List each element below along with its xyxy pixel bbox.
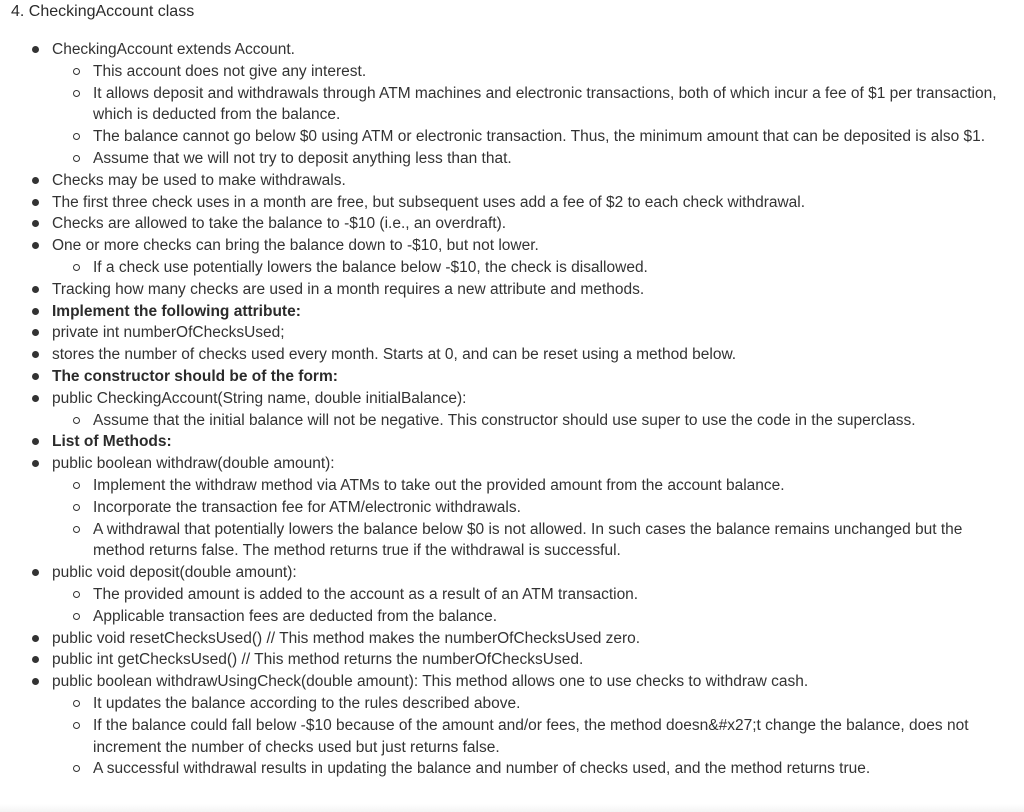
list-item-text: A successful withdrawal results in updating the balance and number of checks used, and the method returns true. xyxy=(93,760,871,778)
list-item-text: A withdrawal that potentially lowers the balance below $0 is not allowed. In such cases the balance remains unchanged but the method returns false. The method returns true if the withdrawal is successful. xyxy=(93,520,963,560)
disc-bullet-icon xyxy=(32,308,39,315)
disc-bullet-icon xyxy=(32,242,39,249)
circle-bullet-icon xyxy=(73,504,80,511)
list-item-text: Implement the following attribute: xyxy=(52,302,301,320)
disc-bullet-icon xyxy=(32,373,39,380)
list-item-text: public boolean withdrawUsingCheck(double amount): This method allows one to use checks to withdraw cash. xyxy=(52,673,809,691)
list-item-text: It allows deposit and withdrawals through ATM machines and electronic transactions, both of which incur a fee of $1 per transaction, which is deducted from the balance. xyxy=(93,84,997,124)
sub-list-item xyxy=(0,126,1003,148)
circle-bullet-icon xyxy=(73,482,80,489)
disc-bullet-icon xyxy=(32,460,39,467)
circle-bullet-icon xyxy=(73,68,80,75)
circle-bullet-icon xyxy=(73,417,80,424)
list-item-text: Applicable transaction fees are deducted from the balance. xyxy=(93,607,498,625)
sub-list-item xyxy=(0,475,1003,497)
list-item xyxy=(0,170,1024,192)
disc-bullet-icon xyxy=(32,286,39,293)
list-item xyxy=(0,388,1024,410)
disc-bullet-icon xyxy=(32,635,39,642)
circle-bullet-icon xyxy=(73,526,80,533)
list-item-text: public boolean withdraw(double amount): xyxy=(52,455,335,473)
sub-list-item xyxy=(0,83,1003,127)
list-item xyxy=(0,39,1024,61)
circle-bullet-icon xyxy=(73,765,80,772)
list-item-text: Incorporate the transaction fee for ATM/electronic withdrawals. xyxy=(93,498,521,516)
list-item xyxy=(0,628,1024,650)
list-item xyxy=(0,344,1024,366)
disc-bullet-icon xyxy=(32,569,39,576)
disc-bullet-icon xyxy=(32,199,39,206)
disc-bullet-icon xyxy=(32,351,39,358)
sub-list-item xyxy=(0,410,1003,432)
disc-bullet-icon xyxy=(32,438,39,445)
disc-bullet-icon xyxy=(32,220,39,227)
list-item xyxy=(0,235,1024,257)
list-item-text: List of Methods: xyxy=(52,433,172,451)
circle-bullet-icon xyxy=(73,264,80,271)
sub-list-item xyxy=(0,148,1003,170)
circle-bullet-icon xyxy=(73,613,80,620)
circle-bullet-icon xyxy=(73,722,80,729)
list-item-text: The constructor should be of the form: xyxy=(52,367,338,385)
sub-list-item xyxy=(0,758,1003,780)
list-item-text: Assume that the initial balance will not be negative. This constructor should use super to use the code in the superclass. xyxy=(93,411,916,429)
list-item xyxy=(0,649,1024,671)
list-item-text: Assume that we will not try to deposit anything less than that. xyxy=(93,149,512,167)
circle-bullet-icon xyxy=(73,90,80,97)
list-item-text: Checks may be used to make withdrawals. xyxy=(52,171,346,189)
list-item xyxy=(0,366,1024,388)
list-item-text: public int getChecksUsed() // This method returns the numberOfChecksUsed. xyxy=(52,651,584,669)
list-item-text: CheckingAccount extends Account. xyxy=(52,41,295,58)
disc-bullet-icon xyxy=(32,678,39,685)
sub-list-item xyxy=(0,606,1003,628)
list-item-text: One or more checks can bring the balance down to -$10, but not lower. xyxy=(52,237,539,255)
list-item-text: private int numberOfChecksUsed; xyxy=(52,324,285,342)
circle-bullet-icon xyxy=(73,133,80,140)
list-item-text: Implement the withdraw method via ATMs to take out the provided amount from the account balance. xyxy=(93,476,785,494)
circle-bullet-icon xyxy=(73,591,80,598)
requirements-list xyxy=(0,39,1024,780)
list-item xyxy=(0,322,1024,344)
list-item-text: It updates the balance according to the rules described above. xyxy=(93,694,521,712)
list-item-text: public void resetChecksUsed() // This method makes the numberOfChecksUsed zero. xyxy=(52,629,641,647)
disc-bullet-icon xyxy=(32,177,39,184)
disc-bullet-icon xyxy=(32,656,39,663)
disc-bullet-icon xyxy=(32,46,39,53)
list-item xyxy=(0,192,1024,214)
circle-bullet-icon xyxy=(73,155,80,162)
list-item-text: This account does not give any interest. xyxy=(93,62,367,80)
list-item-text: public CheckingAccount(String name, double initialBalance): xyxy=(52,389,467,407)
list-item xyxy=(0,453,1024,475)
list-item-text: The provided amount is added to the account as a result of an ATM transaction. xyxy=(93,585,639,603)
list-item xyxy=(0,671,1024,693)
list-item-text: Tracking how many checks are used in a month requires a new attribute and methods. xyxy=(52,280,645,298)
disc-bullet-icon xyxy=(32,329,39,336)
list-item xyxy=(0,279,1024,301)
list-item-text: stores the number of checks used every month. Starts at 0, and can be reset using a method below. xyxy=(52,346,737,364)
sub-list-item xyxy=(0,693,1003,715)
list-item-text: The balance cannot go below $0 using ATM or electronic transaction. Thus, the minimum amount that can be deposited is also $1. xyxy=(93,128,986,146)
section-heading: 4. CheckingAccount class xyxy=(11,3,195,20)
list-item xyxy=(0,562,1024,584)
sub-list-item xyxy=(0,257,1003,279)
sub-list-item xyxy=(0,519,1003,563)
list-item-text: If the balance could fall below -$10 because of the amount and/or fees, the method doesn&#x27;t change the balance, does not increment the number of checks used but just returns false. xyxy=(93,716,969,756)
list-item-text: The first three check uses in a month are free, but subsequent uses add a fee of $2 to each check withdrawal. xyxy=(52,193,806,211)
disc-bullet-icon xyxy=(32,395,39,402)
sub-list-item xyxy=(0,715,1003,759)
list-item-text: If a check use potentially lowers the balance below -$10, the check is disallowed. xyxy=(93,258,648,276)
list-item xyxy=(0,431,1024,453)
sub-list-item xyxy=(0,61,1003,83)
sub-list-item xyxy=(0,497,1003,519)
list-item-text: public void deposit(double amount): xyxy=(52,564,297,582)
list-item-text: Checks are allowed to take the balance to -$10 (i.e., an overdraft). xyxy=(52,215,507,233)
list-item xyxy=(0,213,1024,235)
bottom-edge xyxy=(0,804,1024,812)
sub-list-item xyxy=(0,584,1003,606)
list-item xyxy=(0,301,1024,323)
circle-bullet-icon xyxy=(73,700,80,707)
